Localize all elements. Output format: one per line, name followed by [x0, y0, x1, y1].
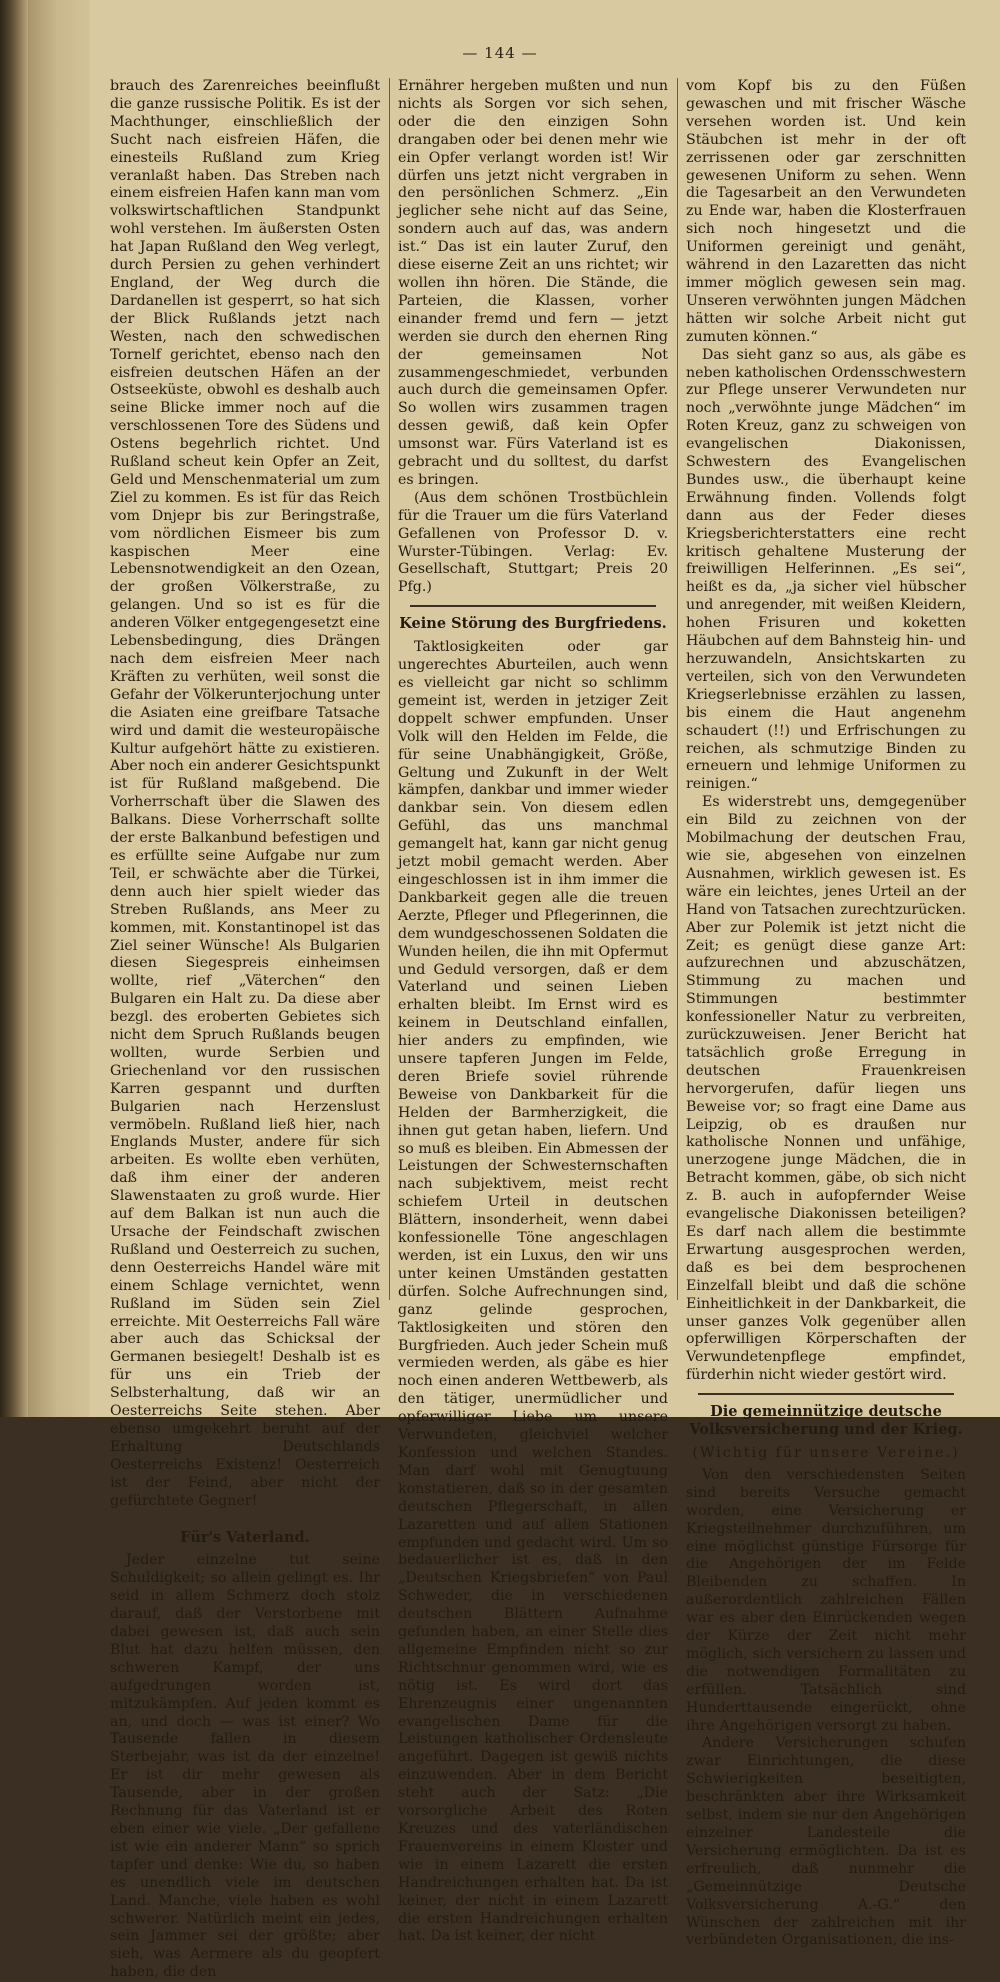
paragraph: Andere Versicherungen schufen zwar Einrichtungen, die diese Schwierigkeiten beseitigten, beschränkten aber ihre Wirksamkeit selbst, indem sie nur den Angehörigen einzelner Landesteile die Versicherung ermöglichten. Da ist es erfreulich, daß nunmehr die „Gemeinnützige Deutsche Volksversicherung A.-G.“ den Wünschen der zahlreichen mit ihr verbündeten Organisationen, die ins- [686, 1735, 966, 1949]
book-binding [0, 0, 28, 1417]
page-edge [28, 0, 90, 1417]
column-rule [389, 78, 390, 1300]
article-heading: Die gemeinnützige deutsche Volksversicherung und der Krieg. [689, 1403, 963, 1439]
article-heading: Keine Störung des Burgfriedens. [399, 615, 667, 633]
paragraph: brauch des Zarenreiches beeinflußt die ganze russische Politik. Es ist der Machthunger, einschließlich der Sucht nach eisfreien Häfen, die einesteils Rußland zum Krieg veranlaßt haben. Das Streben nach einem eisfreien Hafen kann man vom volkswirtschaftlichen Standpunkt wohl verstehen. Im äußersten Osten hat Japan Rußland den Weg verlegt, durch Persien zu gehen verhindert England, der Weg durch die Dardanellen ist gesperrt, so hat sich der Blick Rußlands jetzt nach Westen, nach den schwedischen Tornelf gerichtet, ebenso nach den eisfreien deutschen Häfen an der Ostseeküste, obwohl es deshalb auch seine Blicke immer noch auf die verschlossenen Tore des Südens und Ostens begehrlich richtet. Und Rußland scheut kein Opfer an Zeit, Geld und Menschenmaterial um zum Ziel zu kommen. Es ist für das Reich vom Dnjepr bis zur Beringstraße, vom nördlichen Eismeer bis zum kaspischen Meer eine Lebensnotwendigkeit an den Ozean, der großen Völkerstraße, zu gelangen. Und so ist es für die anderen Völker entgegengesetzt eine Lebensbedingung, dies Drängen nach dem eisfreien Meer nach Kräften zu verhüten, weil sonst die Gefahr der Völkerunterjochung unter die Asiaten eine greifbare Tatsache wird und damit die westeuropäische Kultur aufgehört hätte zu existieren. Aber noch ein anderer Gesichtspunkt ist für Rußland maßgebend. Die Vorherrschaft über die Slawen des Balkans. Diese Vorherrschaft sollte der erste Balkanbund befestigen und es erfüllte seine Aufgabe nur zum Teil, er schwächte aber die Türkei, denn auch hier spielt wieder das Streben Rußlands, ans Meer zu kommen, mit. Konstantinopel ist das Ziel seiner Wünsche! Als Bulgarien diesen Siegespreis einheimsen wollte, rief „Väterchen“ den Bulgaren ein Halt zu. Da diese aber bezgl. des eroberten Gebietes sich nicht dem Spruch Rußlands beugen wollten, wurde Serbien und Griechenland vor den russischen Karren gespannt und durften Bulgarien nach Herzenslust vermöbeln. Rußland ließ hier, nach Englands Muster, andere für sich arbeiten. Es wollte eben verhüten, daß ihm einer der anderen Slawenstaaten zu groß wurde. Hier auf dem Balkan ist nun auch die Ursache der Feindschaft zwischen Rußland und Oesterreich zu suchen, denn Oesterreichs Handel wäre mit einem Schlage vernichtet, wenn Rußland im Süden sein Ziel erreichte. Mit Oesterreichs Fall wäre aber auch das Schicksal der Germanen besiegelt! Deshalb ist es für uns ein Trieb der Selbsterhaltung, daß wir an Oesterreichs Seite stehen. Aber ebenso umgekehrt beruht auf der Erhaltung Deutschlands Oesterreichs Existenz! Oesterreich ist der Feind, aber nicht der gefürchtete Gegner! [110, 78, 380, 1509]
paragraph: vom Kopf bis zu den Füßen gewaschen und mit frischer Wäsche versehen worden ist. Und kein Stäubchen ist mehr in der oft zerrissenen oder gar zerschnitten gewesenen Uniform zu sehen. Wenn die Tagesarbeit an den Verwundeten zu Ende war, haben die Klosterfrauen sich noch hingesetzt und die Uniformen gereinigt und genäht, während in den Lazaretten das nicht immer möglich gewesen sein mag. Unseren verwöhnten jungen Mädchen hätten wir solche Arbeit nicht gut zumuten können.“ [686, 78, 966, 345]
column-3 [686, 78, 966, 1950]
paragraph: Jeder einzelne tut seine Schuldigkeit; so allein gelingt es. Ihr seid in allem Schmerz doch stolz darauf, daß der Verstorbene mit dabei gewesen ist, daß auch sein Blut hat dazu helfen müssen, den schweren Kampf, der uns aufgedrungen worden ist, mitzukämpfen. Auf jeden kommt es an, und doch — was ist einer? Wo Tausende fallen in diesem Sterbejahr, was ist da der einzelne! Er ist dir mehr gewesen als Tausende, aber in der großen Rechnung für das Vaterland ist er eben einer wie viele. „Der gefallene ist wie ein anderer Mann“ so sprich tapfer und denke: Wie du, so haben es unendlich viele im deutschen Land. Manche, viele haben es wohl schwerer. Natürlich meint ein jedes, sein Jammer sei der größte; aber sieh, was Aermere als du geopfert haben, die den [110, 1552, 380, 1981]
paragraph: Es widerstrebt uns, demgegenüber ein Bild zu zeichnen von der Mobilmachung der deutschen Frau, wie sie, abgesehen von einzelnen Ausnahmen, wirklich gewesen ist. Es wäre ein leichtes, jenes Urteil an der Hand von Tatsachen zurechtzurücken. Aber zur Polemik ist jetzt nicht die Zeit; es genügt diese ganze Art: aufzurechnen und abzuschätzen, Stimmung zu machen und Stimmungen bestimmter konfessioneller Natur zu verbreiten, zurückzuweisen. Jener Bericht hat tatsächlich große Erregung in deutschen Frauenkreisen hervorgerufen, dafür liegen uns Beweise vor; so fragt eine Dame aus Leipzig, ob es draußen nur katholische Nonnen und unfähige, unerzogene junge Mädchen, die in Betracht kommen, gäbe, ob sich nicht z. B. auch in aufopfernder Weise evangelische Diakonissen beteiligen? Es darf nach allem die bestimmte Erwartung ausgesprochen werden, daß es bei dem besprochenen Einzelfall bleibt und daß die schöne Einheitlichkeit in der Dankbarkeit, die unser ganzes Volk gegenüber allen opferwilligen Körperschaften der Verwundetenpflege empfindet, fürderhin nicht wieder gestört wird. [686, 794, 966, 1384]
article-heading: Für's Vaterland. [180, 1528, 310, 1546]
column-rule [677, 78, 678, 1300]
section-divider [170, 1519, 320, 1521]
column-2 [398, 78, 668, 1946]
paragraph: (Aus dem schönen Trostbüchlein für die Trauer um die fürs Vaterland Gefallenen von Professor D. v. Wurster-Tübingen. Verlag: Ev. Gesellschaft, Stuttgart; Preis 20 Pfg.) [398, 489, 668, 596]
column-1 [110, 78, 380, 1982]
paragraph: Ernährer hergeben mußten und nun nichts als Sorgen vor sich sehen, oder die den einzigen Sohn drangaben oder bei denen mehr wie ein Opfer verlangt worden ist! Wir dürfen uns jetzt nicht vergraben in den persönlichen Schmerz. „Ein jeglicher sehe nicht auf das Seine, sondern auch auf das, was andern ist.“ Das ist ein lauter Zuruf, den diese eiserne Zeit an uns richtet; wir wollen ihn hören. Die Stände, die Parteien, die Klassen, vorher einander fremd und fern — jetzt werden sie durch den ehernen Ring der gemeinsamen Not zusammengeschmiedet, verbunden auch durch die gemeinsamen Opfer. So wollen wirs zusammen tragen dessen gewiß, daß kein Opfer umsonst war. Fürs Vaterland ist es gebracht und du solltest, du darfst es bringen. [398, 78, 668, 488]
section-divider [410, 605, 656, 607]
paragraph: Das sieht ganz so aus, als gäbe es neben katholischen Ordensschwestern zur Pflege unserer Verwundeten nur noch „verwöhnte junge Mädchen“ im Roten Kreuz, ganz zu schweigen von evangelischen Diakonissen, Schwestern des Evangelischen Bundes usw., die überhaupt keine Erwähnung finden. Vollends folgt dann aus der Feder dieses Kriegsberichterstatters eine recht kritisch gehaltene Musterung der freiwilligen Helferinnen. „Es sei“, heißt es da, „ja sicher viel hübscher und anregender, mit weißen Kleidern, hohen Frisuren und koketten Häubchen auf dem Bahnsteig hin- und herzuwandeln, Ansichtskarten zu verteilen, sich von den Verwundeten Kriegserlebnisse erzählen zu lassen, bis einem die Haut angenehm schaudert (!!) und Erfrischungen zu reichen, als schmutzige Binden zu erneuern und lehmige Uniformen zu reinigen.“ [686, 346, 966, 793]
article-subheading: (Wichtig für unsere Vereine.) [692, 1444, 960, 1461]
page-number: — 144 — [462, 44, 538, 62]
paragraph: Taktlosigkeiten oder gar ungerechtes Aburteilen, auch wenn es vielleicht gar nicht so schlimm gemeint ist, werden in jetziger Zeit doppelt schwer empfunden. Unser Volk will den Helden im Felde, die für seine Unabhängigkeit, Größe, Geltung und Zukunft in der Welt kämpfen, dankbar und immer wieder dankbar sein. Von diesem edlen Gefühl, das uns manchmal gemangelt hat, kann gar nicht genug jetzt mobil gemacht werden. Aber eingeschlossen ist in ihm immer die Dankbarkeit gegen alle die treuen Aerzte, Pfleger und Pflegerinnen, die dem wundgeschossenen Soldaten die Wunden heilen, die ihn mit Opfermut und Geduld versorgen, daß er dem Vaterland und seinen Lieben erhalten bleibt. Im Ernst wird es keinem in Deutschland einfallen, hier anders zu empfinden, wie unsere tapferen Jungen im Felde, deren Briefe soviel rührende Beweise von Dankbarkeit für die Helden der Barmherzigkeit, die ihnen gut getan haben, liefern. Und so muß es bleiben. Ein Abmessen der Leistungen der Schwesternschaften nach subjektivem, meist recht schiefem Urteil in deutschen Blättern, insonderheit, wenn dabei konfessionelle Töne angeschlagen werden, ist ein Luxus, den wir uns unter keinen Umständen gestatten dürfen. Solche Aufrechnungen sind, ganz gelinde gesprochen, Taktlosigkeiten und stören den Burgfrieden. Auch jeder Schein muß vermieden werden, als gäbe es hier noch einen anderen Wettbewerb, als den tätiger, unermüdlicher und opferwilliger Liebe um unsere Verwundeten, gleichviel welcher Konfession und welchen Standes. Man darf wohl mit Genugtuung konstatieren, daß so in der gesamten deutschen Pflegerschaft, in allen Lazaretten und auf allen Stationen empfunden und gedacht wird. Um so bedauerlicher ist es, daß in den „Deutschen Kriegsbriefen“ von Paul Schweder, die in verschiedenen deutschen Blättern Aufnahme gefunden haben, an einer Stelle dies allgemeine Empfinden nicht so zur Richtschnur genommen wird, wie es nötig ist. Es wird dort das Ehrenzeugnis einer ungenannten evangelischen Dame für die Leistungen katholischer Ordensleute angeführt. Dagegen ist gewiß nichts einzuwenden. Aber in dem Bericht steht auch der Satz: „Die vorsorgliche Arbeit des Roten Kreuzes und des vaterländischen Frauenvereins in einem Kloster und wie in einem Lazarett die ersten Handreichungen erhalten hat. Da ist keiner, der nicht in einem Lazarett die ersten Handreichungen erhalten hat. Da ist keiner, der nicht [398, 639, 668, 1945]
section-divider [698, 1393, 954, 1395]
paragraph: Von den verschiedensten Seiten sind bereits Versuche gemacht worden, eine Versicherung er Kriegsteilnehmer durchzuführen, um eine möglichst günstige Fürsorge für die Angehörigen der im Felde Bleibenden zu schaffen. In außerordentlich zahlreichen Fällen war es aber den Einrückenden wegen der Kürze der Zeit nicht mehr möglich, sich versichern zu lassen und die notwendigen Formalitäten zu erfüllen. Tatsächlich sind Hunderttausende eingerückt, ohne ihre Angehörigen versorgt zu haben. [686, 1466, 966, 1734]
